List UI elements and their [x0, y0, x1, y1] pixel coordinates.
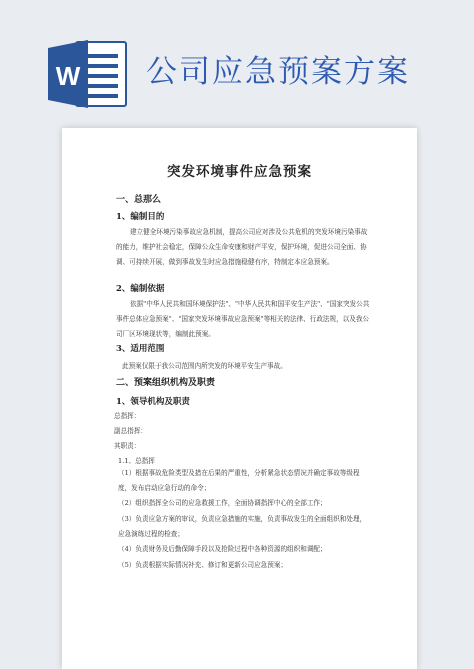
document-page — [62, 128, 417, 669]
list-item: （5）负责根据实际情况补充、修订和更新公司应急预案； — [118, 561, 288, 569]
paragraph-scope: 此预案仅限于我公司范围内所突发的环境平安生产事故。 — [122, 362, 287, 370]
paragraph-purpose: 建立健全环境污染事故应急机制，提高公司应对涉及公共危机的突发环境污染事故的能力，维护社会稳定，保障公众生命安康和财产平安，保护环境，促进公司全面、协调、可持续开展，做到事故发生时应急措施稳健有序，特制定本应急预案。 — [116, 228, 368, 266]
section-heading: 二、预案组织机构及职责 — [116, 378, 216, 388]
list-item: （4）负责财务及后勤保障手段以及抢险过程中各种资源的组织和调配； — [118, 545, 327, 553]
section-heading: 3、适用范围 — [116, 344, 165, 354]
paragraph-basis: 依据"中华人民共和国环境保护法"、"中华人民共和国平安生产法"、"国家突发公共事件总体应急预案"、"国家突发环境事故应急预案"等相关的法律、行政法规，以及我公司厂区环境现状等，编制此预案。 — [116, 300, 370, 338]
section-heading: 1、编制目的 — [116, 212, 165, 222]
section-heading: 1、领导机构及职责 — [116, 397, 190, 407]
banner-title: 公司应急预案方案 — [146, 54, 410, 90]
list-item: （1）根据事故危险类型及措在后果的严重性，分析紧急状态情况并确定事故等级程度，发布启动应急行动的命令； — [118, 469, 360, 492]
document-title: 突发环境事件应急预案 — [167, 164, 312, 180]
word-document-icon — [46, 38, 130, 110]
role-label: 副总指挥： — [114, 427, 147, 435]
role-label: 其职责： — [114, 442, 141, 450]
role-label: 总指挥： — [114, 412, 141, 420]
list-item: （3）负责应急方案的审议，负责应急措施的实施，负责事故发生的全面组织和处理，应急演练过程的检查； — [118, 515, 367, 538]
section-heading: 一、总那么 — [116, 195, 162, 205]
subsection-label: 1.1、总指挥 — [118, 457, 155, 465]
svg-text:W: W — [55, 61, 81, 91]
list-item: （2）组织指挥全公司的应急救援工作，全面协调指挥中心的全部工作； — [118, 499, 327, 507]
section-heading: 2、编制依据 — [116, 284, 165, 294]
